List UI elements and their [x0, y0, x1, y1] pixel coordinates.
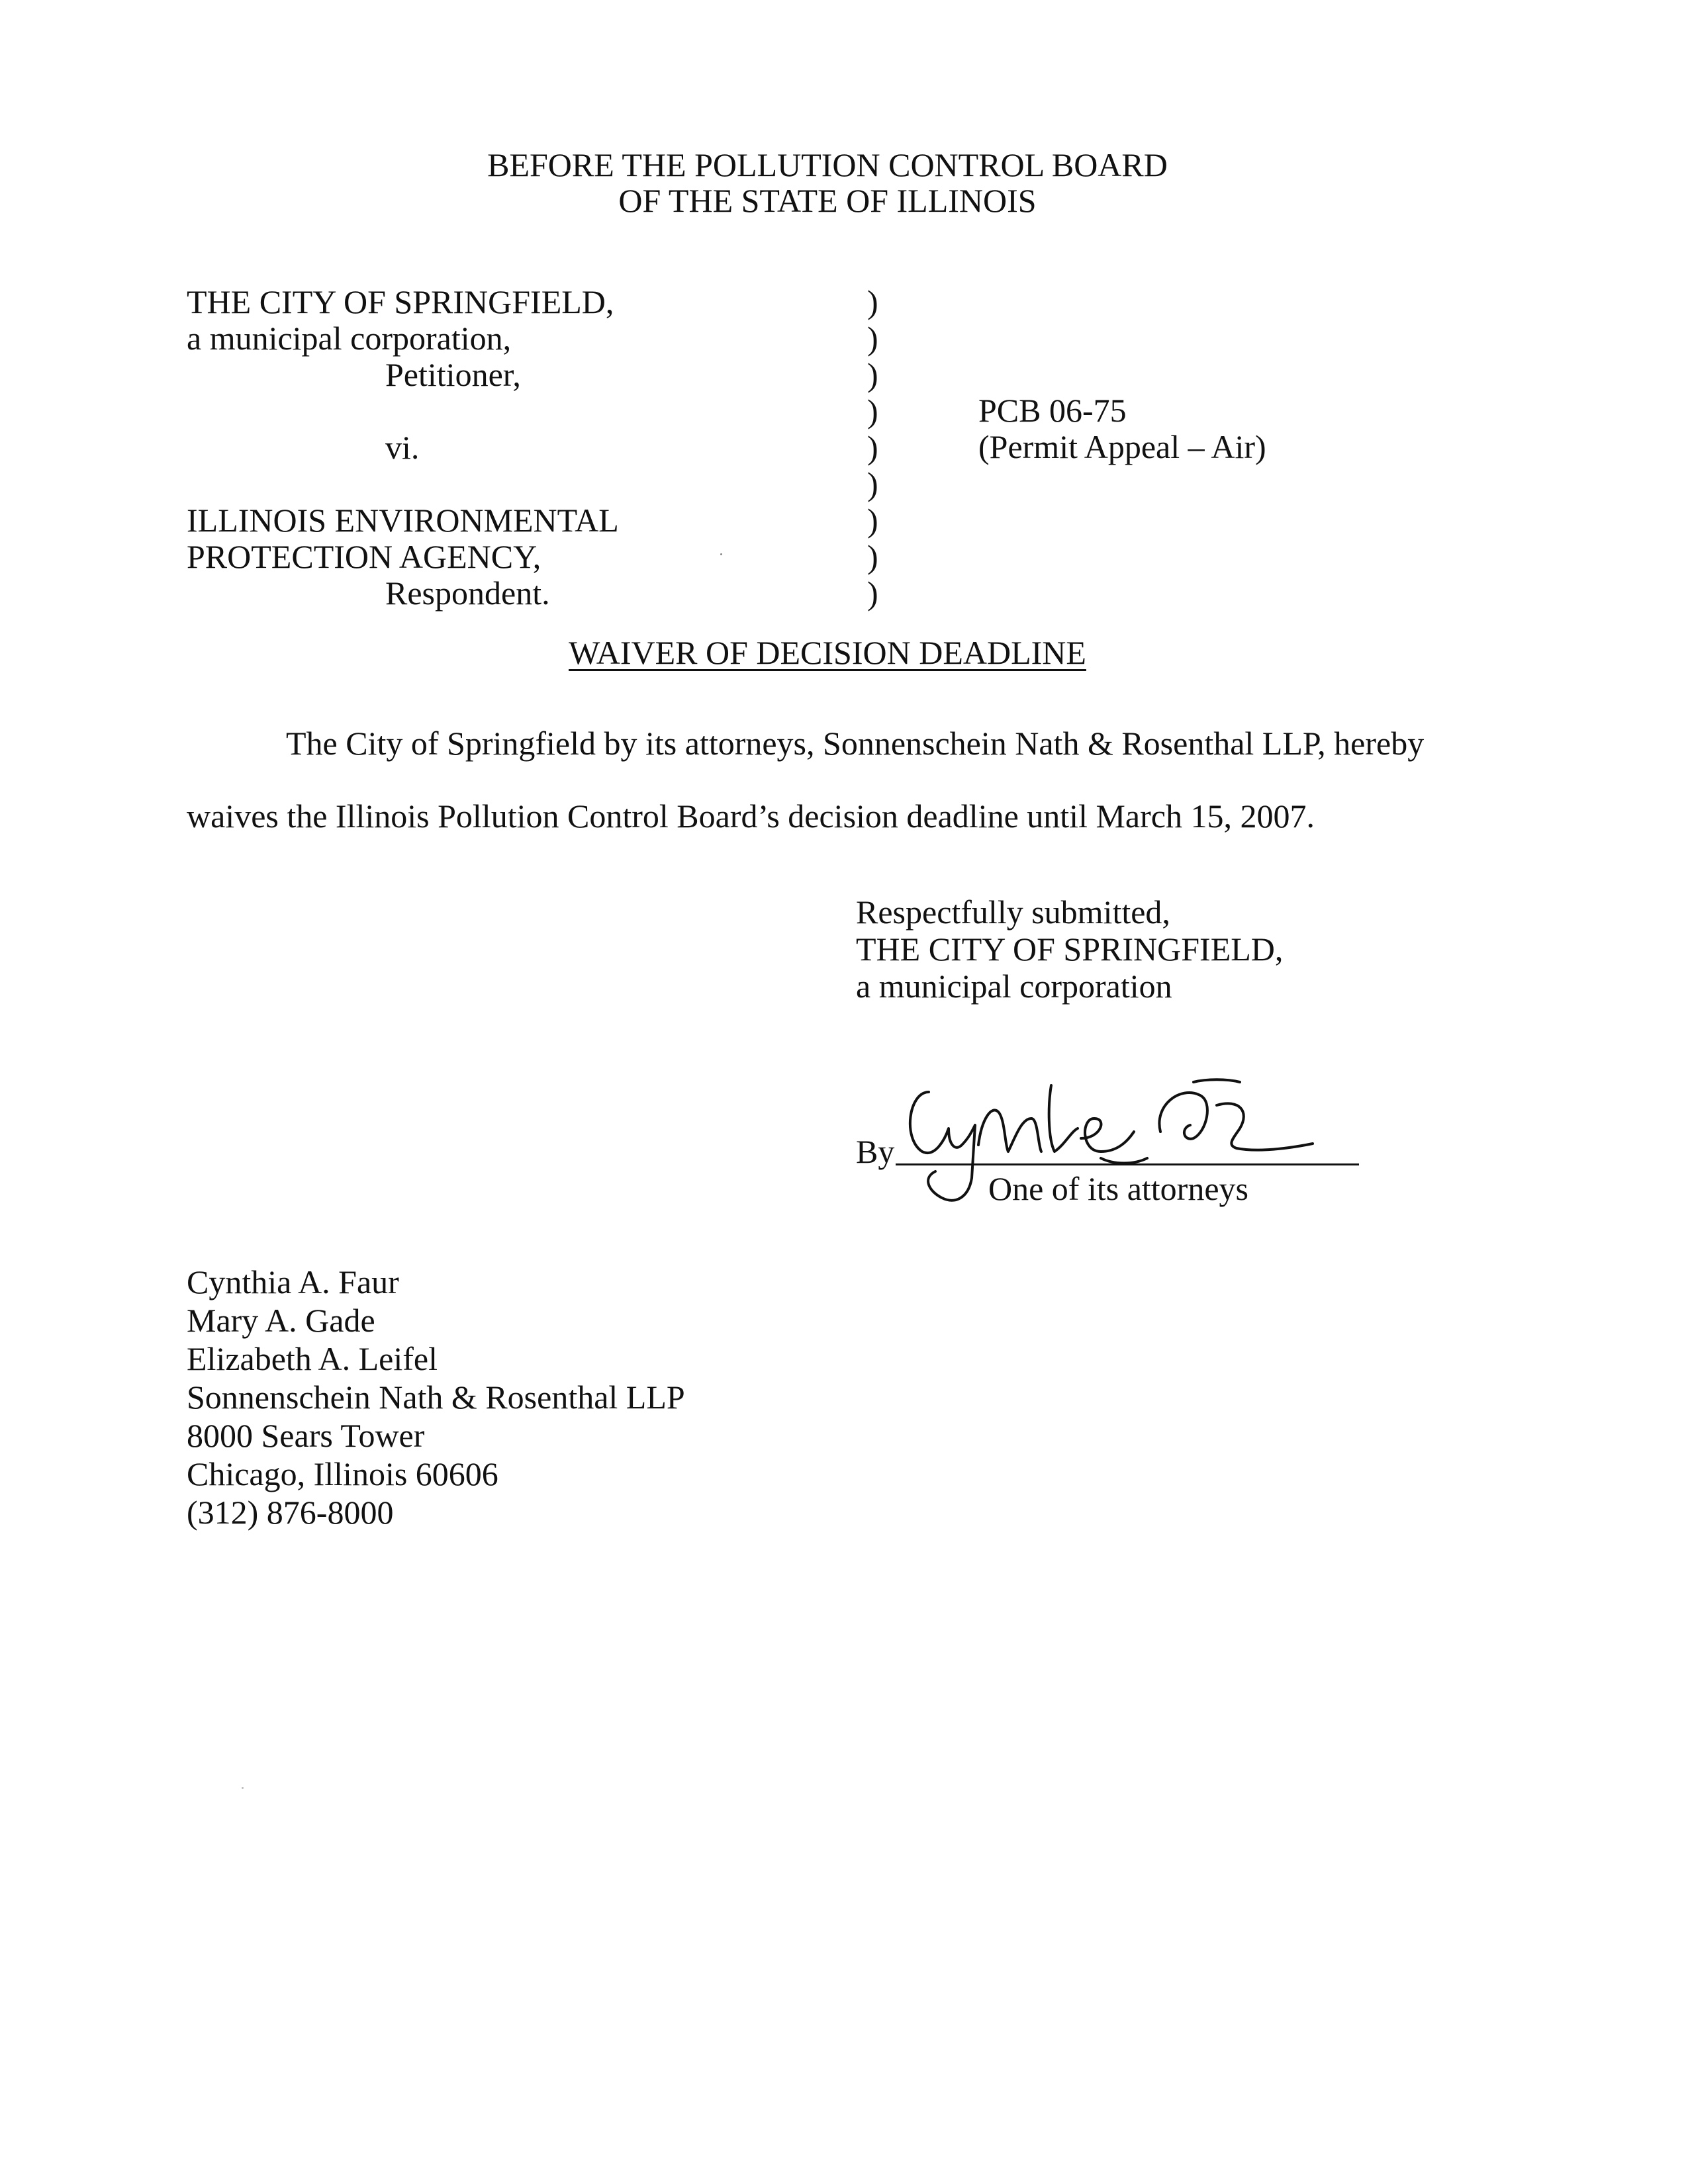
respondent-name-line-1: ILLINOIS ENVIRONMENTAL	[187, 502, 619, 539]
attorney-contact-block	[187, 1263, 685, 1531]
caption-parenthesis: )	[867, 538, 878, 575]
signature-block	[856, 1066, 1359, 1224]
firm-address-line-2: Chicago, Illinois 60606	[187, 1455, 498, 1492]
respondent-name-line-2: PROTECTION AGENCY,	[187, 538, 541, 575]
by-label: By	[856, 1133, 895, 1170]
attorney-line: Elizabeth A. Leifel	[187, 1340, 438, 1377]
case-number: PCB 06-75	[978, 392, 1127, 429]
document-heading	[0, 147, 1655, 218]
caption-parenthesis: )	[867, 320, 878, 357]
closing-block	[856, 893, 1283, 1005]
body-line-1: The City of Springfield by its attorneys, Sonnenschein Nath & Rosenthal LLP, hereby	[286, 725, 1425, 762]
caption-parenthesis: )	[867, 574, 878, 612]
closing-line-2: THE CITY OF SPRINGFIELD,	[856, 931, 1284, 968]
petitioner-description: a municipal corporation,	[187, 320, 512, 357]
signature-caption: One of its attorneys	[988, 1170, 1248, 1207]
case-type: (Permit Appeal – Air)	[978, 428, 1266, 465]
document-title-text: WAIVER OF DECISION DEADLINE	[569, 634, 1086, 671]
case-caption-parties	[187, 283, 619, 611]
caption-parenthesis: )	[867, 465, 878, 502]
firm-address-line-1: 8000 Sears Tower	[187, 1417, 425, 1454]
case-info	[978, 392, 1266, 465]
body-line-2: waives the Illinois Pollution Control Board’s decision deadline until March 15, 2007.	[187, 797, 1315, 835]
caption-parenthesis: )	[867, 392, 878, 430]
versus-label: vi.	[385, 429, 420, 466]
heading-line-2: OF THE STATE OF ILLINOIS	[618, 182, 1037, 219]
caption-blank-line	[187, 465, 619, 502]
caption-parenthesis: )	[867, 283, 878, 320]
caption-blank-line	[187, 392, 619, 429]
scan-speck	[720, 553, 722, 555]
petitioner-name: THE CITY OF SPRINGFIELD,	[187, 283, 614, 320]
closing-line-1: Respectfully submitted,	[856, 893, 1170, 931]
closing-line-3: a municipal corporation	[856, 968, 1172, 1005]
petitioner-role: Petitioner,	[385, 356, 521, 393]
heading-line-1: BEFORE THE POLLUTION CONTROL BOARD	[487, 146, 1168, 183]
respondent-role: Respondent.	[385, 574, 550, 612]
caption-parenthesis: )	[867, 502, 878, 539]
caption-parentheses-column	[867, 283, 878, 611]
document-title	[0, 634, 1655, 671]
scan-speck	[242, 1787, 244, 1789]
caption-parenthesis: )	[867, 356, 878, 393]
attorney-line: Cynthia A. Faur	[187, 1263, 399, 1300]
firm-phone: (312) 876-8000	[187, 1494, 394, 1531]
firm-name: Sonnenschein Nath & Rosenthal LLP	[187, 1379, 685, 1416]
attorney-line: Mary A. Gade	[187, 1302, 375, 1339]
body-paragraph	[187, 707, 1477, 852]
caption-parenthesis: )	[867, 429, 878, 466]
